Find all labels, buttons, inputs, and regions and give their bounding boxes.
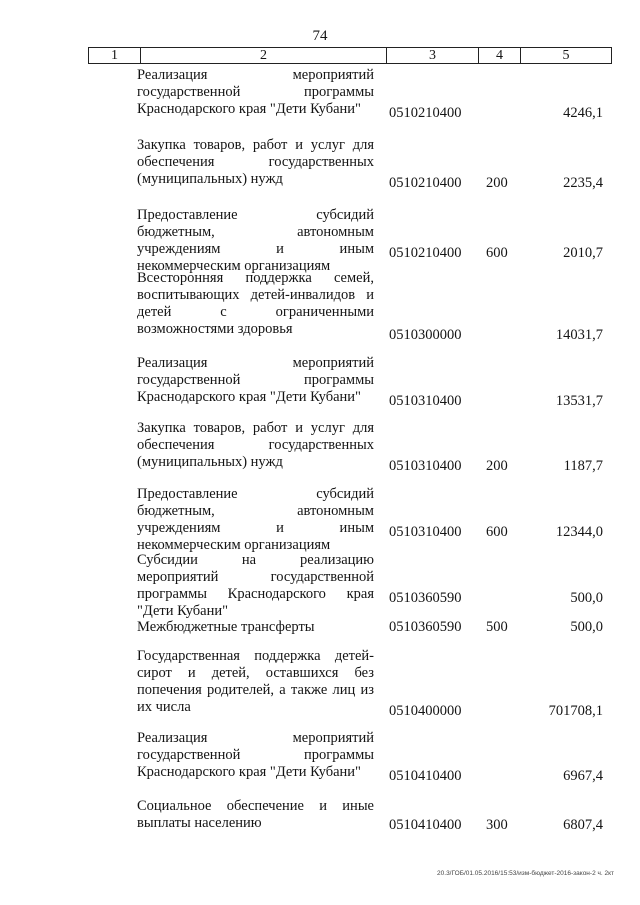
row-name: Предоставление субсидий бюджетным, автономным учреждениям и иным некоммерческим организациям [137, 486, 374, 553]
row-code: 0510310400 [389, 393, 462, 409]
header-col-1: 1 [89, 48, 141, 63]
row-amount: 4246,1 [563, 105, 603, 121]
row-name: Закупка товаров, работ и услуг для обеспечения государственных (муниципальных) нужд [137, 420, 374, 470]
row-code: 0510400000 [389, 703, 462, 719]
header-col-4: 4 [479, 48, 521, 63]
header-col-5: 5 [562, 48, 570, 63]
row-amount: 12344,0 [555, 524, 603, 540]
row-name: Государственная поддержка детей-сирот и детей, оставшихся без попечения родителей, а также лиц из их числа [137, 648, 374, 715]
row-name: Субсидии на реализацию мероприятий государственной программы Краснодарского края "Дети Кубани" [137, 552, 374, 619]
row-vr: 200 [486, 458, 508, 474]
table-header [88, 47, 612, 64]
row-amount: 2010,7 [563, 245, 603, 261]
row-amount: 14031,7 [555, 327, 603, 343]
row-vr: 200 [486, 175, 508, 191]
row-vr: 500 [486, 619, 508, 635]
row-code: 0510410400 [389, 817, 462, 833]
row-code: 0510310400 [389, 524, 462, 540]
row-name: Реализация мероприятий государственной программы Краснодарского края "Дети Кубани" [137, 730, 374, 780]
row-amount: 6807,4 [563, 817, 603, 833]
row-amount: 500,0 [570, 619, 603, 635]
page-number: 74 [312, 28, 328, 44]
row-amount: 6967,4 [563, 768, 603, 784]
row-code: 0510210400 [389, 175, 462, 191]
row-name: Реализация мероприятий государственной программы Краснодарского края "Дети Кубани" [137, 67, 374, 117]
row-code: 0510410400 [389, 768, 462, 784]
row-code: 0510360590 [389, 590, 462, 606]
row-code: 0510310400 [389, 458, 462, 474]
footer-stamp: 20.3/ГОБ/01.05.2016/15:53/изм-бюджет-2016-закон-2 ч. 2кт [437, 870, 614, 877]
row-code: 0510300000 [389, 327, 462, 343]
row-name: Всесторонняя поддержка семей, воспитывающих детей-инвалидов и детей с ограниченными возможностями здоровья [137, 270, 374, 337]
header-col-2: 2 [141, 48, 387, 63]
row-code: 0510210400 [389, 105, 462, 121]
row-name: Межбюджетные трансферты [137, 619, 315, 635]
row-code: 0510210400 [389, 245, 462, 261]
row-name: Закупка товаров, работ и услуг для обеспечения государственных (муниципальных) нужд [137, 137, 374, 187]
row-amount: 701708,1 [548, 703, 603, 719]
row-code: 0510360590 [389, 619, 462, 635]
header-col-3: 3 [387, 48, 479, 63]
row-amount: 1187,7 [563, 458, 603, 474]
row-name: Предоставление субсидий бюджетным, автономным учреждениям и иным некоммерческим организациям [137, 207, 374, 274]
row-vr: 300 [486, 817, 508, 833]
row-name: Социальное обеспечение и иные выплаты населению [137, 798, 374, 831]
row-name: Реализация мероприятий государственной программы Краснодарского края "Дети Кубани" [137, 355, 374, 405]
row-amount: 2235,4 [563, 175, 603, 191]
row-vr: 600 [486, 245, 508, 261]
row-amount: 13531,7 [555, 393, 603, 409]
row-amount: 500,0 [570, 590, 603, 606]
row-vr: 600 [486, 524, 508, 540]
